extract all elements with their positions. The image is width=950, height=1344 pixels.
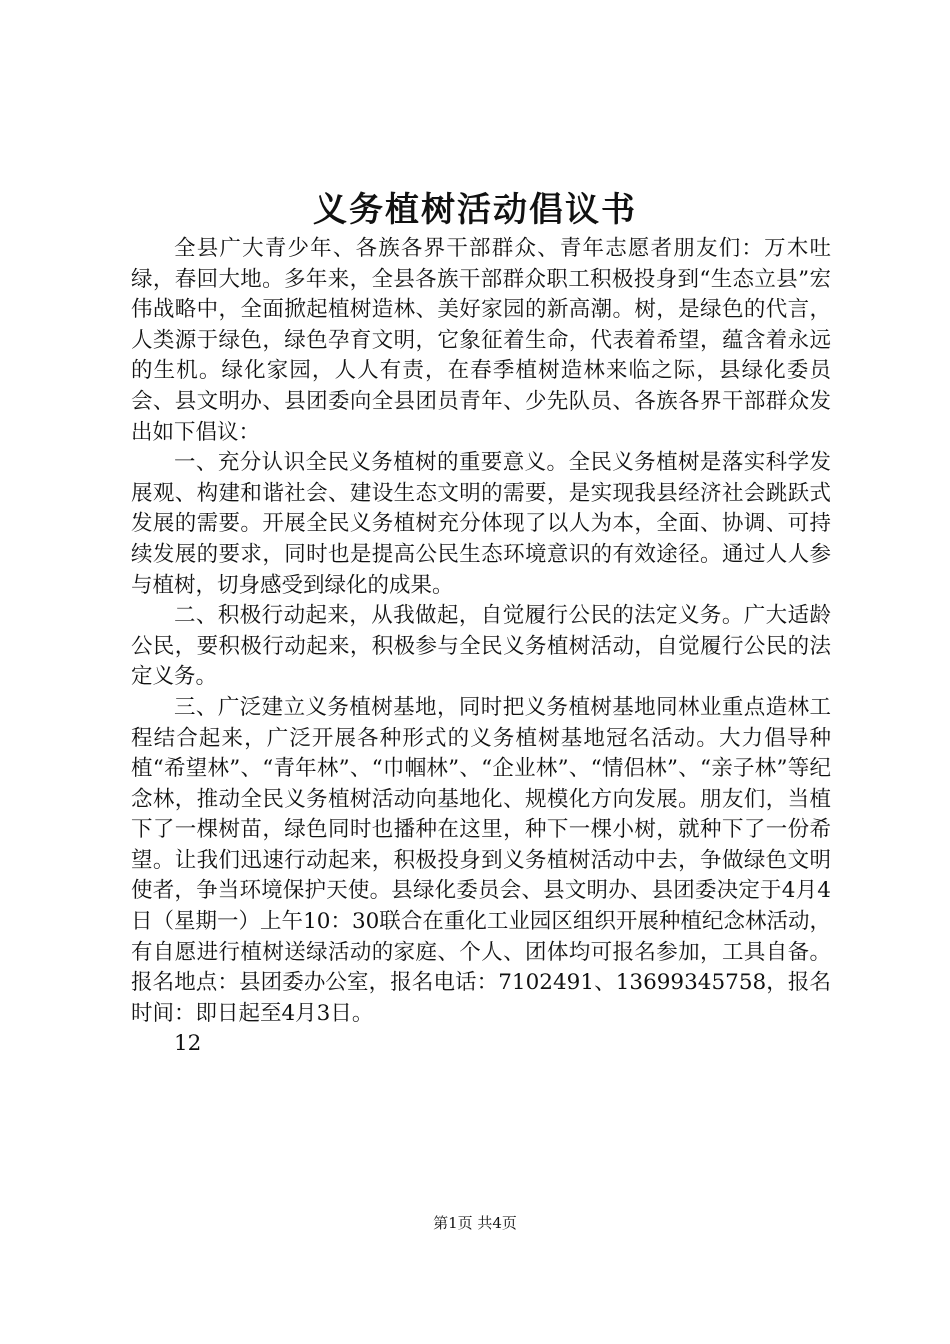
paragraph-greeting: 全县广大青少年、各族各界干部群众、青年志愿者朋友们：万木吐绿，春回大地。多年来，全县各族干部群众职工积极投身到“生态立县”宏伟战略中，全面掀起植树造林、美好家园的新高潮。树，是绿色的代言，人类源于绿色，绿色孕育文明，它象征着生命，代表着希望，蕴含着永远的生机。绿化家园，人人有责，在春季植树造林来临之际，县绿化委员会、县文明办、县团委向全县团员青年、少先队员、各族各界干部群众发出如下倡议： [131,236,831,445]
paragraph-item-2: 二、积极行动起来，从我做起，自觉履行公民的法定义务。广大适龄公民，要积极行动起来，积极参与全民义务植树活动，自觉履行公民的法定义务。 [131,603,831,690]
paragraph-item-1: 一、充分认识全民义务植树的重要意义。全民义务植树是落实科学发展观、构建和谐社会、建设生态文明的需要，是实现我县经济社会跳跃式发展的需要。开展全民义务植树充分体现了以人为本，全面、协调、可持续发展的要求，同时也是提高公民生态环境意识的有效途径。通过人人参与植树，切身感受到绿化的成果。 [131,450,831,598]
document-title: 义务植树活动倡议书 [313,190,637,230]
paragraph-item-3: 三、广泛建立义务植树基地，同时把义务植树基地同林业重点造林工程结合起来，广泛开展各种形式的义务植树基地冠名活动。大力倡导种植“希望林”、“青年林”、“巾帼林”、“企业林”、“情侣林”、“亲子林”等纪念林，推动全民义务植树活动向基地化、规模化方向发展。朋友们，当植下了一棵树苗，绿色同时也播种在这里，种下一棵小树，就种下了一份希望。让我们迅速行动起来，积极投身到义务植树活动中去，争做绿色文明使者，争当环境保护天使。县绿化委员会、县文明办、县团委决定于4月4日（星期一）上午10：30联合在重化工业园区组织开展种植纪念林活动，有自愿进行植树送绿活动的家庭、个人、团体均可报名参加，工具自备。报名地点：县团委办公室，报名电话：7102491、13699345758，报名时间：即日起至4月3日。 [131,694,831,1026]
page-footer: 第1页 共4页 [433,1214,517,1232]
paragraph-trailing-number: 12 [174,1031,202,1057]
document-body [131,234,831,1060]
